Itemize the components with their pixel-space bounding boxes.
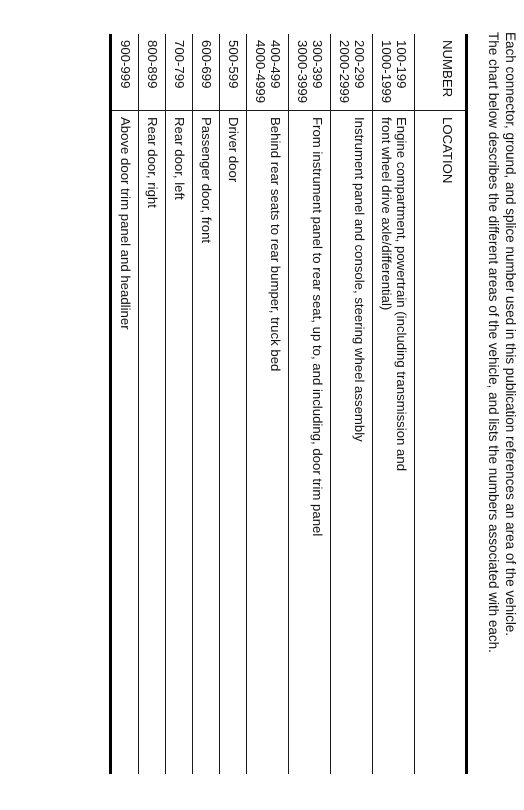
table-row xyxy=(166,34,193,774)
number-range: 3000-3999 xyxy=(295,40,310,104)
number-cell xyxy=(193,34,220,111)
location-cell xyxy=(247,111,289,775)
number-range: 500-599 xyxy=(226,40,241,89)
location-text: front wheel drive axle/differential) xyxy=(379,117,394,311)
table-row xyxy=(373,34,415,774)
number-cell xyxy=(166,34,193,111)
location-text: Instrument panel and console, steering wheel assembly xyxy=(352,117,367,442)
intro-line-2: The chart below describes the different areas of the vehicle, and lists the numbers associated with each. xyxy=(486,32,502,653)
intro-line-1: Each connector, ground, and splice number used in this publication references an area of the vehicle. xyxy=(503,32,518,637)
location-cell xyxy=(289,111,331,775)
number-range: 600-699 xyxy=(199,40,214,89)
location-text: Rear door, right xyxy=(145,117,160,208)
header-number: NUMBER xyxy=(415,34,467,111)
location-cell xyxy=(111,111,139,775)
intro-text xyxy=(485,32,518,792)
number-cell xyxy=(289,34,331,111)
header-location: LOCATION xyxy=(415,111,467,775)
number-range: 800-899 xyxy=(145,40,160,89)
location-cell xyxy=(220,111,247,775)
location-text: Driver door xyxy=(226,117,241,183)
number-range: 300-399 xyxy=(310,40,325,89)
location-text: Behind rear seats to rear bumper, truck bed xyxy=(268,117,283,372)
location-cell xyxy=(166,111,193,775)
location-text: Rear door, left xyxy=(172,117,187,200)
number-cell xyxy=(139,34,166,111)
location-cell xyxy=(139,111,166,775)
table-header-row xyxy=(415,34,467,774)
number-cell xyxy=(247,34,289,111)
table-row xyxy=(193,34,220,774)
number-range: 900-999 xyxy=(118,40,133,89)
number-range: 400-499 xyxy=(268,40,283,89)
number-range: 100-199 xyxy=(394,40,409,89)
location-cell xyxy=(373,111,415,775)
number-range: 4000-4999 xyxy=(253,40,268,104)
number-cell xyxy=(373,34,415,111)
location-text: Engine compartment, powertrain (including transmission and xyxy=(394,117,409,472)
table-row xyxy=(139,34,166,774)
number-cell xyxy=(220,34,247,111)
location-cell xyxy=(193,111,220,775)
table-row xyxy=(111,34,139,774)
table-row xyxy=(247,34,289,774)
table-row xyxy=(289,34,331,774)
number-cell xyxy=(111,34,139,111)
location-text: Above door trim panel and headliner xyxy=(118,117,133,330)
area-numbers-table xyxy=(109,34,468,774)
number-range: 200-299 xyxy=(352,40,367,89)
number-range: 2000-2999 xyxy=(337,40,352,104)
location-text: From instrument panel to rear seat, up to, and including, door trim panel xyxy=(310,117,325,537)
table-body xyxy=(111,34,415,774)
number-range: 700-799 xyxy=(172,40,187,89)
number-cell xyxy=(331,34,373,111)
location-text: Passenger door, front xyxy=(199,117,214,244)
number-range: 1000-1999 xyxy=(379,40,394,104)
table-row xyxy=(331,34,373,774)
table-row xyxy=(220,34,247,774)
location-cell xyxy=(331,111,373,775)
